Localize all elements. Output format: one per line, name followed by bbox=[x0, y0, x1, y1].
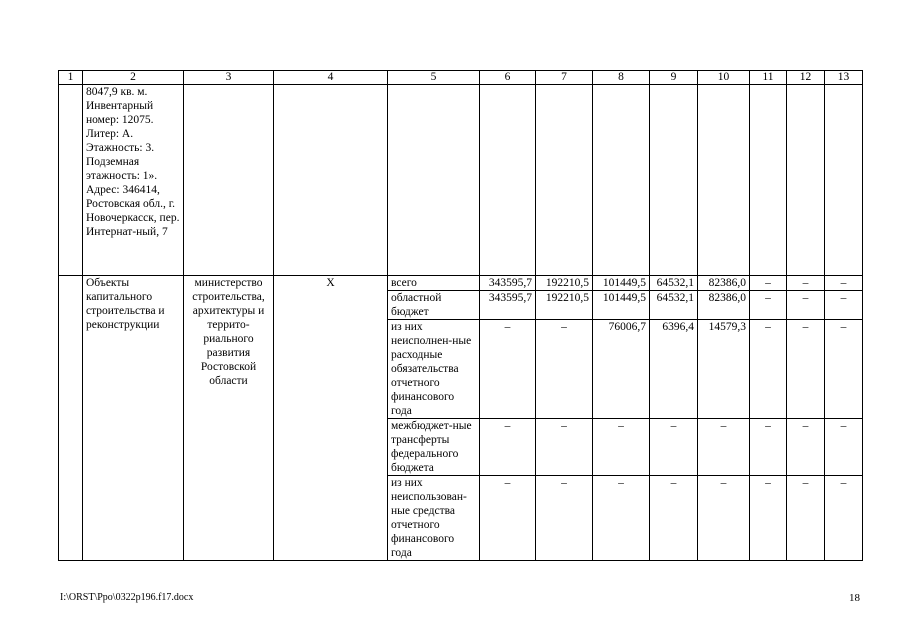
value-cell: 64532,1 bbox=[650, 276, 698, 291]
page-number: 18 bbox=[849, 592, 860, 604]
header-cell: 8 bbox=[593, 71, 650, 85]
value-cell: 101449,5 bbox=[593, 276, 650, 291]
col4-cell: Х bbox=[274, 276, 388, 561]
value-cell: – bbox=[480, 476, 536, 561]
value-cell: – bbox=[480, 419, 536, 476]
value-cell: 192210,5 bbox=[536, 276, 593, 291]
header-cell: 5 bbox=[388, 71, 480, 85]
funding-source-label: областной бюджет bbox=[388, 291, 480, 320]
value-cell: 14579,3 bbox=[698, 320, 750, 419]
funding-source-label: межбюджет-ные трансферты федерального бюджета bbox=[388, 419, 480, 476]
budget-table bbox=[58, 70, 863, 561]
header-cell: 10 bbox=[698, 71, 750, 85]
value-cell: – bbox=[650, 419, 698, 476]
value-cell: 343595,7 bbox=[480, 276, 536, 291]
header-cell: 1 bbox=[59, 71, 83, 85]
value-cell: – bbox=[650, 476, 698, 561]
table-row-continued bbox=[59, 85, 863, 276]
value-cell: – bbox=[593, 419, 650, 476]
header-cell: 9 bbox=[650, 71, 698, 85]
header-cell: 3 bbox=[184, 71, 274, 85]
column-number-row bbox=[59, 71, 863, 85]
value-cell: – bbox=[787, 276, 825, 291]
value-cell: – bbox=[593, 476, 650, 561]
value-cell: – bbox=[536, 320, 593, 419]
value-cell: 64532,1 bbox=[650, 291, 698, 320]
value-cell: 192210,5 bbox=[536, 291, 593, 320]
header-cell: 4 bbox=[274, 71, 388, 85]
value-cell: – bbox=[825, 476, 863, 561]
header-cell: 12 bbox=[787, 71, 825, 85]
ministry-cell: министерство строительства, архитектуры и террито-риального развития Ростовской области bbox=[184, 276, 274, 561]
value-cell: – bbox=[825, 320, 863, 419]
value-cell: – bbox=[536, 419, 593, 476]
value-cell: – bbox=[787, 476, 825, 561]
header-cell: 13 bbox=[825, 71, 863, 85]
object-description-cell: 8047,9 кв. м. Инвентарный номер: 12075. Литер: А. Этажность: 3. Подземная этажность: 1». Адрес: 346414, Ростовская обл., г. Новочеркасск, пер. Интернат-ный, 7 bbox=[83, 85, 184, 276]
funding-source-label: из них неисполнен-ные расходные обязательства отчетного финансового года bbox=[388, 320, 480, 419]
value-cell: – bbox=[698, 419, 750, 476]
value-cell: 343595,7 bbox=[480, 291, 536, 320]
value-cell: 82386,0 bbox=[698, 276, 750, 291]
table-row bbox=[59, 276, 863, 291]
value-cell: – bbox=[825, 419, 863, 476]
value-cell: – bbox=[750, 419, 787, 476]
value-cell: – bbox=[750, 276, 787, 291]
value-cell: 101449,5 bbox=[593, 291, 650, 320]
value-cell: – bbox=[825, 276, 863, 291]
value-cell: – bbox=[480, 320, 536, 419]
value-cell: – bbox=[825, 291, 863, 320]
value-cell: – bbox=[787, 419, 825, 476]
value-cell: – bbox=[787, 291, 825, 320]
value-cell: – bbox=[750, 291, 787, 320]
value-cell: – bbox=[787, 320, 825, 419]
funding-source-label: из них неиспользован-ные средства отчетного финансового года bbox=[388, 476, 480, 561]
value-cell: – bbox=[750, 476, 787, 561]
value-cell: – bbox=[698, 476, 750, 561]
value-cell: – bbox=[750, 320, 787, 419]
funding-source-label: всего bbox=[388, 276, 480, 291]
value-cell: 76006,7 bbox=[593, 320, 650, 419]
object-name-cell: Объекты капитального строительства и реконструкции bbox=[83, 276, 184, 561]
value-cell: 6396,4 bbox=[650, 320, 698, 419]
header-cell: 6 bbox=[480, 71, 536, 85]
file-path-footer: I:\ORST\Ppo\0322p196.f17.docx bbox=[60, 592, 194, 603]
header-cell: 2 bbox=[83, 71, 184, 85]
value-cell: 82386,0 bbox=[698, 291, 750, 320]
value-cell: – bbox=[536, 476, 593, 561]
header-cell: 11 bbox=[750, 71, 787, 85]
header-cell: 7 bbox=[536, 71, 593, 85]
